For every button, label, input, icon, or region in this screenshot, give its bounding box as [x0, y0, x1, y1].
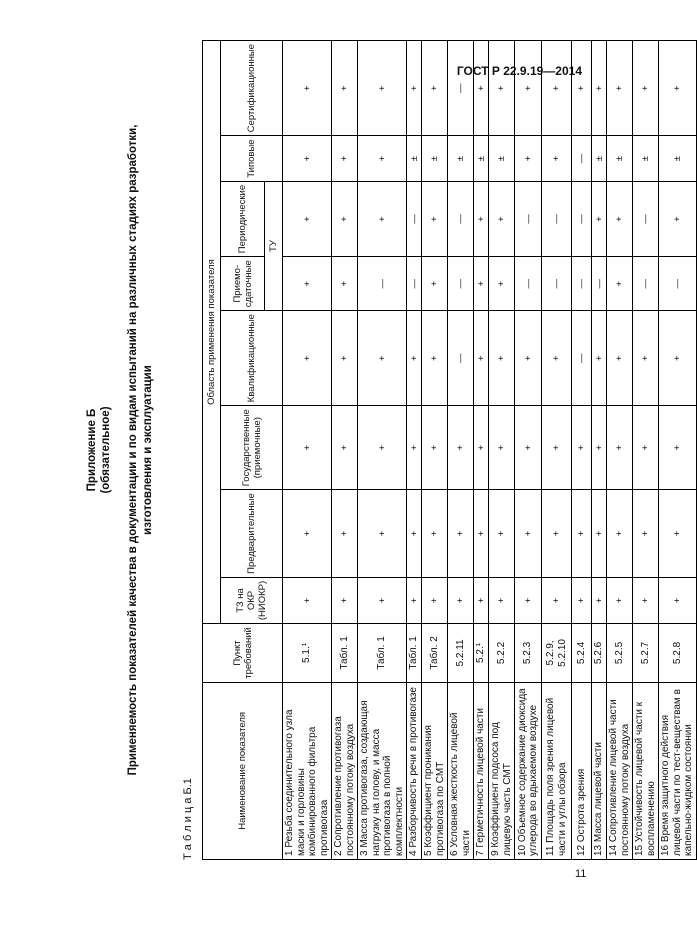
row-mark: + — [489, 577, 515, 623]
row-mark: + — [572, 406, 592, 490]
row-mark: — — [448, 257, 474, 311]
row-mark: + — [422, 490, 448, 578]
header-prelim: Предварительные — [221, 490, 283, 578]
row-mark: — — [542, 181, 572, 256]
row-mark: + — [332, 136, 358, 182]
row-mark: + — [474, 490, 489, 578]
row-ref: 5.2.4 — [572, 624, 592, 683]
row-mark: + — [332, 41, 358, 136]
row-mark: + — [358, 136, 407, 182]
row-mark: + — [407, 577, 422, 623]
row-mark: — — [515, 257, 542, 311]
row-mark: — — [572, 136, 592, 182]
row-mark: + — [422, 257, 448, 311]
row-mark: + — [607, 490, 633, 578]
row-mark: + — [332, 257, 358, 311]
row-ref: Табл. 1 — [407, 624, 422, 683]
row-mark: + — [422, 406, 448, 490]
row-ref: 5.2.5 — [607, 624, 633, 683]
row-mark: + — [592, 490, 607, 578]
row-mark: + — [607, 41, 633, 136]
row-mark: + — [474, 181, 489, 256]
header-period: Периодические — [221, 181, 265, 256]
row-mark: + — [633, 490, 659, 578]
table-row — [572, 41, 592, 860]
row-mark: + — [515, 490, 542, 578]
row-mark: — — [407, 257, 422, 311]
row-mark: + — [422, 311, 448, 406]
row-mark: + — [474, 577, 489, 623]
row-mark: + — [332, 311, 358, 406]
header-state: Государственные (приемочные) — [221, 406, 283, 490]
row-mark: + — [489, 490, 515, 578]
row-mark: + — [283, 41, 332, 136]
row-mark: + — [515, 406, 542, 490]
row-mark: + — [515, 577, 542, 623]
row-ref: 5.2.11 — [448, 624, 474, 683]
row-mark: + — [572, 41, 592, 136]
row-mark: — — [633, 181, 659, 256]
row-mark: + — [422, 577, 448, 623]
row-mark: + — [572, 490, 592, 578]
row-mark: + — [358, 311, 407, 406]
row-mark: + — [407, 311, 422, 406]
row-mark: + — [633, 577, 659, 623]
table-row — [659, 41, 697, 860]
header-accept: Приемо-сдаточные — [221, 257, 265, 311]
row-mark: + — [607, 577, 633, 623]
header-name: Наименование показателя — [203, 682, 283, 859]
row-mark: + — [422, 41, 448, 136]
row-mark: + — [592, 311, 607, 406]
row-mark: + — [474, 406, 489, 490]
row-mark: + — [474, 41, 489, 136]
table-row — [422, 41, 448, 860]
row-name: 6 Условная жесткость лицевой части — [448, 682, 474, 859]
row-mark: + — [659, 311, 697, 406]
row-ref: Табл. 1 — [358, 624, 407, 683]
appendix-title: Приложение Б — [86, 408, 98, 492]
row-mark: ± — [607, 136, 633, 182]
row-mark: + — [489, 406, 515, 490]
row-mark: + — [542, 406, 572, 490]
row-name: 3 Масса противогаза, создающая нагрузку на голову, и масса противогаза в полной комплектности — [358, 682, 407, 859]
row-name: 15 Устойчивость лицевой части к воспламенению — [633, 682, 659, 859]
appendix-status: (обязательное) — [100, 406, 112, 494]
row-mark: + — [332, 490, 358, 578]
row-mark: — — [448, 41, 474, 136]
table-row — [542, 41, 572, 860]
rotated-page-content — [86, 40, 694, 860]
row-mark: ± — [633, 136, 659, 182]
row-mark: + — [448, 406, 474, 490]
row-mark: + — [607, 406, 633, 490]
row-name: 5 Коэффициент проникания противогаза по СМТ — [422, 682, 448, 859]
row-mark: — — [407, 181, 422, 256]
row-mark: — — [572, 257, 592, 311]
row-mark: + — [542, 41, 572, 136]
row-mark: + — [358, 406, 407, 490]
table-row — [592, 41, 607, 860]
table-row — [283, 41, 332, 860]
row-mark: + — [515, 311, 542, 406]
row-mark: — — [542, 257, 572, 311]
table-row — [448, 41, 474, 860]
row-name: 13 Масса лицевой части — [592, 682, 607, 859]
row-mark: — — [659, 257, 697, 311]
row-name: 10 Объемное содержание диоксида углерода во вдыхаемом воздухе — [515, 682, 542, 859]
row-mark: + — [358, 490, 407, 578]
row-mark: — — [515, 181, 542, 256]
row-ref: 5.2.6 — [592, 624, 607, 683]
table-row — [407, 41, 422, 860]
row-mark: + — [542, 490, 572, 578]
table-row — [332, 41, 358, 860]
row-mark: + — [489, 41, 515, 136]
row-mark: + — [572, 577, 592, 623]
row-mark: + — [358, 41, 407, 136]
row-mark: + — [542, 311, 572, 406]
row-mark: + — [283, 577, 332, 623]
row-mark: + — [515, 136, 542, 182]
row-mark: + — [592, 181, 607, 256]
row-mark: + — [542, 136, 572, 182]
row-mark: + — [607, 311, 633, 406]
row-mark: — — [448, 181, 474, 256]
row-mark: + — [592, 41, 607, 136]
row-mark: ± — [489, 136, 515, 182]
row-mark: — — [448, 311, 474, 406]
header-tu: ТУ — [265, 181, 283, 310]
page-number: 11 — [575, 868, 587, 880]
row-mark: + — [633, 406, 659, 490]
header-qual: Квалификационные — [221, 311, 283, 406]
header-area: Область применения показателя — [203, 41, 221, 624]
row-mark: + — [633, 41, 659, 136]
row-ref: 5.2.2 — [489, 624, 515, 683]
row-mark: + — [659, 490, 697, 578]
row-name: 9 Коэффициент подсоса под лицевую часть СМТ — [489, 682, 515, 859]
table-caption: Т а б л и ц а Б.1 — [182, 778, 194, 860]
row-mark: ± — [659, 136, 697, 182]
header-cert: Сертификационные — [221, 41, 283, 136]
table-title-line-1: Применяемость показателей качества в документации и по видам испытаний на различных стадиях разработки, — [127, 124, 139, 776]
table-row — [633, 41, 659, 860]
row-mark: + — [607, 181, 633, 256]
row-mark: + — [283, 490, 332, 578]
row-name: 12 Острота зрения — [572, 682, 592, 859]
row-mark: + — [659, 41, 697, 136]
row-mark: + — [332, 577, 358, 623]
row-ref: Табл. 1 — [332, 624, 358, 683]
row-mark: ± — [448, 136, 474, 182]
row-mark: + — [332, 181, 358, 256]
row-mark: + — [592, 406, 607, 490]
row-name: 16 Время защитного действия лицевой части по тест-веществам в капельно-жидком состоянии — [659, 682, 697, 859]
row-mark: + — [659, 181, 697, 256]
row-mark: — — [592, 257, 607, 311]
header-typical: Типовые — [221, 136, 283, 182]
row-mark: + — [542, 577, 572, 623]
table-row — [474, 41, 489, 860]
row-ref: 5.2.¹ — [474, 624, 489, 683]
row-name: 1 Резьба соединительного узла маски и горловины комбинированного фильтра противогаза — [283, 682, 332, 859]
row-name: 7 Герметичность лицевой части — [474, 682, 489, 859]
table-title-line-2: изготовления и эксплуатации — [142, 365, 154, 535]
header-ref: Пункт требований — [203, 624, 283, 683]
table-row — [489, 41, 515, 860]
row-mark: — — [572, 311, 592, 406]
document-code: ГОСТ Р 22.9.19—2014 — [456, 64, 582, 78]
row-ref: 5.2.3 — [515, 624, 542, 683]
row-mark: + — [448, 490, 474, 578]
row-mark: + — [659, 406, 697, 490]
row-mark: + — [283, 181, 332, 256]
row-mark: ± — [407, 136, 422, 182]
table-row — [515, 41, 542, 860]
row-ref: 5.2.7 — [633, 624, 659, 683]
row-mark: + — [358, 577, 407, 623]
row-mark: — — [572, 181, 592, 256]
row-mark: — — [633, 257, 659, 311]
row-name: 14 Сопротивление лицевой части постоянному потоку воздуха — [607, 682, 633, 859]
row-mark: + — [489, 257, 515, 311]
row-mark: + — [474, 311, 489, 406]
row-mark: + — [407, 41, 422, 136]
row-mark: + — [407, 406, 422, 490]
row-ref: 5.2.9, 5.2.10 — [542, 624, 572, 683]
row-mark: + — [607, 257, 633, 311]
table-row — [607, 41, 633, 860]
row-mark: ± — [474, 136, 489, 182]
row-mark: + — [474, 257, 489, 311]
row-mark: + — [515, 41, 542, 136]
row-mark: + — [332, 406, 358, 490]
row-mark: + — [283, 311, 332, 406]
row-ref: 5.2.8 — [659, 624, 697, 683]
header-tz: ТЗ на ОКР (НИОКР) — [221, 577, 283, 623]
applicability-table — [202, 40, 697, 860]
row-ref: Табл. 2 — [422, 624, 448, 683]
row-mark: + — [358, 181, 407, 256]
row-mark: + — [633, 311, 659, 406]
row-mark: — — [358, 257, 407, 311]
row-mark: ± — [592, 136, 607, 182]
row-mark: + — [283, 406, 332, 490]
row-name: 2 Сопротивление противогаза постоянному потоку воздуха — [332, 682, 358, 859]
row-mark: + — [659, 577, 697, 623]
row-mark: + — [283, 257, 332, 311]
row-mark: + — [489, 181, 515, 256]
row-name: 11 Площадь поля зрения лицевой части и углы обзора — [542, 682, 572, 859]
row-mark: + — [283, 136, 332, 182]
row-mark: + — [422, 181, 448, 256]
table-row — [358, 41, 407, 860]
row-mark: ± — [422, 136, 448, 182]
row-mark: + — [489, 311, 515, 406]
row-name: 4 Разборчивость речи в противогазе — [407, 682, 422, 859]
row-mark: + — [592, 577, 607, 623]
row-mark: + — [407, 490, 422, 578]
row-mark: + — [448, 577, 474, 623]
row-ref: 5.1.¹ — [283, 624, 332, 683]
